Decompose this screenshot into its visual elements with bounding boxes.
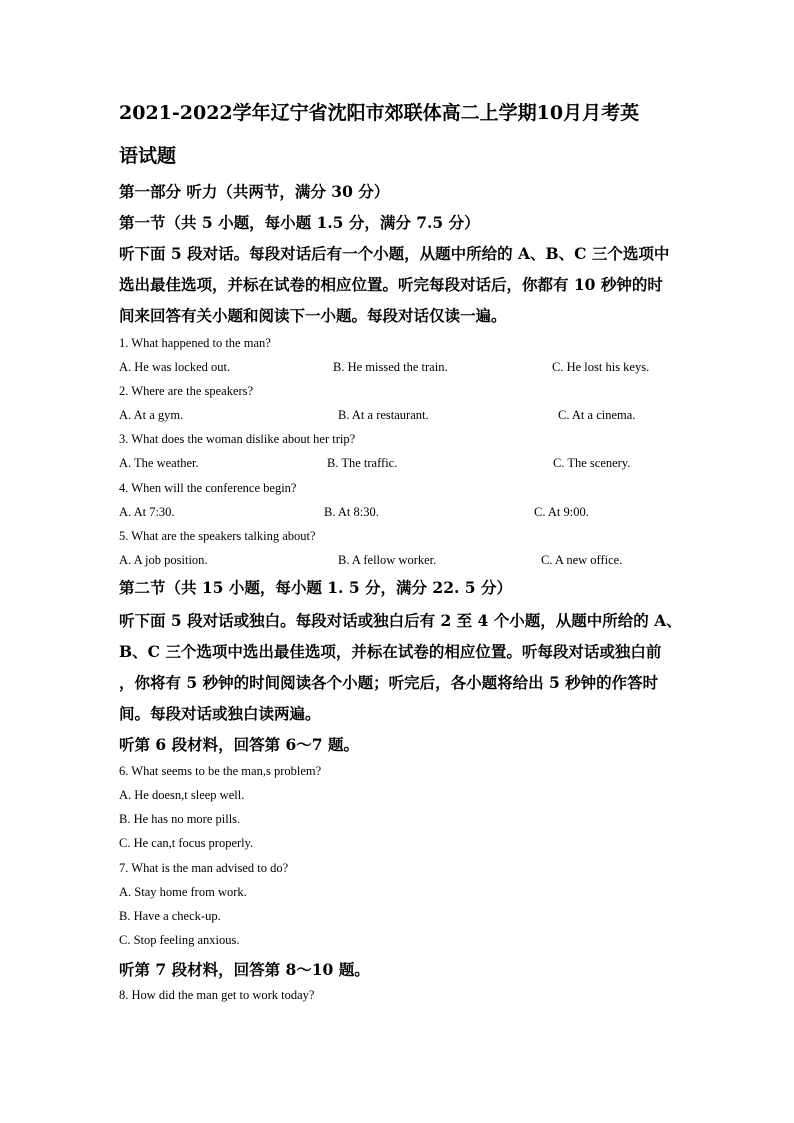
question-5-option-b: B. A fellow worker. xyxy=(338,553,437,567)
question-4-option-b: B. At 8:30. xyxy=(324,505,379,519)
section1-instruction-line: 间来回答有关小题和阅读下一小题。每段对话仅读一遍。 xyxy=(119,306,507,325)
section2-instruction-line: B、C 三个选项中选出最佳选项，并标在试卷的相应位置。听每段对话或独白前 xyxy=(119,642,662,661)
part1-heading: 第一部分 听力（共两节，满分 30 分） xyxy=(119,182,390,201)
question-5-option-a: A. A job position. xyxy=(119,553,208,567)
section1-instruction-line: 听下面 5 段对话。每段对话后有一个小题，从题中所给的 A、B、C 三个选项中 xyxy=(119,244,670,263)
material-7-heading: 听第 7 段材料，回答第 8～10 题。 xyxy=(119,960,370,979)
question-1-option-a: A. He was locked out. xyxy=(119,360,231,374)
question-4-option-c: C. At 9:00. xyxy=(534,505,589,519)
question-6-option-a: A. He doesn,t sleep well. xyxy=(119,788,245,802)
section2-instruction-line: 间。每段对话或独白读两遍。 xyxy=(119,704,321,723)
question-8: 8. How did the man get to work today? xyxy=(119,988,315,1002)
question-5: 5. What are the speakers talking about? xyxy=(119,529,316,543)
question-5-option-c: C. A new office. xyxy=(541,553,623,567)
question-7-option-b: B. Have a check-up. xyxy=(119,909,221,923)
question-6-option-c: C. He can,t focus properly. xyxy=(119,836,254,850)
question-7-option-a: A. Stay home from work. xyxy=(119,885,247,899)
exam-title-line2: 语试题 xyxy=(119,145,177,167)
question-1-option-b: B. He missed the train. xyxy=(333,360,448,374)
question-3-option-a: A. The weather. xyxy=(119,456,199,470)
section2-instruction-line: 听下面 5 段对话或独白。每段对话或独白后有 2 至 4 个小题，从题中所给的 A、 xyxy=(119,611,682,630)
exam-title-line1: 2021-2022学年辽宁省沈阳市郊联体高二上学期10月月考英 xyxy=(119,102,640,124)
section1-instruction-line: 选出最佳选项，并标在试卷的相应位置。听完每段对话后，你都有 10 秒钟的时 xyxy=(119,275,663,294)
question-1: 1. What happened to the man? xyxy=(119,336,271,350)
question-2: 2. Where are the speakers? xyxy=(119,384,254,398)
question-1-option-c: C. He lost his keys. xyxy=(552,360,650,374)
question-4-option-a: A. At 7:30. xyxy=(119,505,175,519)
question-3: 3. What does the woman dislike about her trip? xyxy=(119,432,356,446)
section2-instruction-line: ，你将有 5 秒钟的时间阅读各个小题；听完后，各小题将给出 5 秒钟的作答时 xyxy=(119,673,659,692)
material-6-heading: 听第 6 段材料，回答第 6～7 题。 xyxy=(119,735,359,754)
question-2-option-c: C. At a cinema. xyxy=(558,408,636,422)
section1-heading: 第一节（共 5 小题，每小题 1.5 分，满分 7.5 分） xyxy=(119,213,480,232)
question-6: 6. What seems to be the man,s problem? xyxy=(119,764,322,778)
question-2-option-a: A. At a gym. xyxy=(119,408,184,422)
question-4: 4. When will the conference begin? xyxy=(119,481,297,495)
question-2-option-b: B. At a restaurant. xyxy=(338,408,429,422)
question-3-option-b: B. The traffic. xyxy=(327,456,398,470)
question-3-option-c: C. The scenery. xyxy=(553,456,631,470)
section2-heading: 第二节（共 15 小题，每小题 1. 5 分，满分 22. 5 分） xyxy=(119,578,512,597)
question-6-option-b: B. He has no more pills. xyxy=(119,812,241,826)
question-7-option-c: C. Stop feeling anxious. xyxy=(119,933,240,947)
question-7: 7. What is the man advised to do? xyxy=(119,861,289,875)
